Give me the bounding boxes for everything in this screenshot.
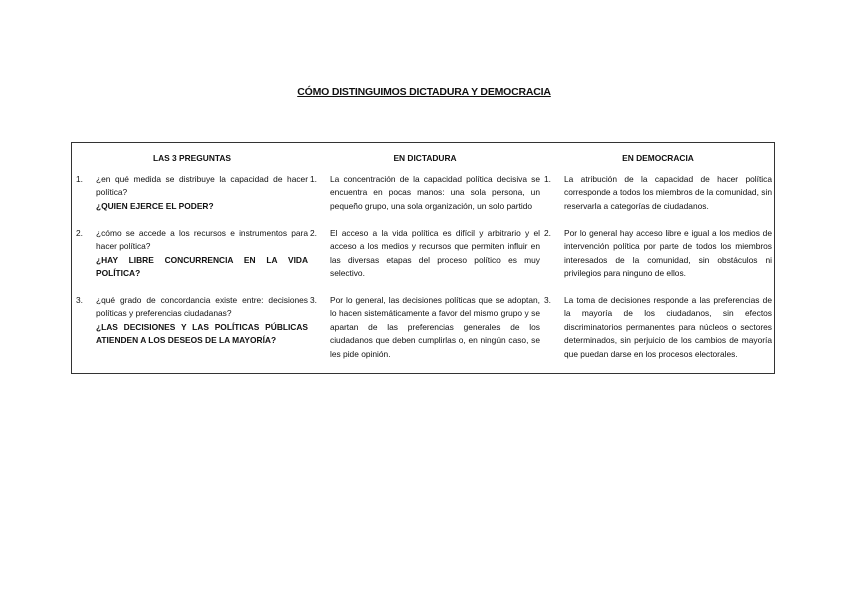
column-dictadura: [310, 143, 540, 373]
column-header-democracia: EN DEMOCRACIA: [622, 153, 694, 163]
democracia-text: La toma de decisiones responde a las preferencias de la mayoría de los ciudadanos, sin efectos discriminatorios permanentes para núcleos o sectores determinados, sin perjuicio de los cambios de mayoría que puedan darse en los procesos electorales.: [564, 295, 772, 359]
dictadura-item-1: [310, 173, 540, 213]
dictadura-item-2: [310, 227, 540, 281]
column-preguntas: [76, 143, 308, 373]
pregunta-item-1: [76, 173, 308, 213]
item-number: 1.: [544, 174, 551, 184]
pregunta-item-2: [76, 227, 308, 281]
democracia-item-2: [544, 227, 772, 281]
item-number: 3.: [310, 295, 317, 305]
item-number: 3.: [76, 295, 83, 305]
item-number: 1.: [76, 174, 83, 184]
item-number: 1.: [310, 174, 317, 184]
pregunta-item-3: [76, 294, 308, 348]
page-title: CÓMO DISTINGUIMOS DICTADURA Y DEMOCRACIA: [297, 86, 551, 98]
pregunta-bold: ¿QUIEN EJERCE EL PODER?: [96, 200, 214, 211]
pregunta-text: ¿cómo se accede a los recursos e instrumentos para hacer política?: [96, 228, 308, 252]
item-number: 2.: [544, 228, 551, 238]
column-header-dictadura: EN DICTADURA: [393, 153, 457, 163]
item-number: 2.: [310, 228, 317, 238]
comparison-table: [71, 142, 775, 374]
pregunta-bold: ¿HAY LIBRE CONCURRENCIA EN LA VIDA POLÍTICA?: [96, 254, 308, 279]
item-number: 3.: [544, 295, 551, 305]
dictadura-item-3: [310, 294, 540, 361]
pregunta-text: ¿en qué medida se distribuye la capacidad de hacer política?: [96, 174, 308, 198]
pregunta-text: ¿qué grado de concordancia existe entre: decisiones políticas y preferencias ciudadanas?: [96, 295, 308, 319]
column-header-preguntas: LAS 3 PREGUNTAS: [152, 153, 232, 163]
dictadura-text: Por lo general, las decisiones políticas que se adoptan, lo hacen sistemáticamente a favor del mismo grupo y se apartan de las preferencias generales de los ciudadanos que deben cumplirlas o, en ningún caso, se les pide opinión.: [330, 295, 540, 359]
democracia-text: Por lo general hay acceso libre e igual a los medios de intervención política por parte de todos los miembros interesados de la comunidad, sin obstáculos ni privilegios para ninguno de ellos.: [564, 228, 772, 279]
item-number: 2.: [76, 228, 83, 238]
dictadura-text: El acceso a la vida política es difícil y arbitrario y el acceso a los medios y recursos que permiten influir en las diversas etapas del proceso político es muy selectivo.: [330, 228, 540, 279]
democracia-text: La atribución de la capacidad de hacer política corresponde a todos los miembros de la comunidad, sin reservarla a categorías de ciudadanos.: [564, 174, 772, 211]
democracia-item-3: [544, 294, 772, 361]
pregunta-bold: ¿LAS DECISIONES Y LAS POLÍTICAS PÚBLICAS ATIENDEN A LOS DESEOS DE LA MAYORÍA?: [96, 321, 308, 346]
column-democracia: [544, 143, 772, 373]
democracia-item-1: [544, 173, 772, 213]
dictadura-text: La concentración de la capacidad política decisiva se encuentra en pocas manos: una sola persona, un pequeño grupo, una sola organización, un solo partido: [330, 174, 540, 211]
